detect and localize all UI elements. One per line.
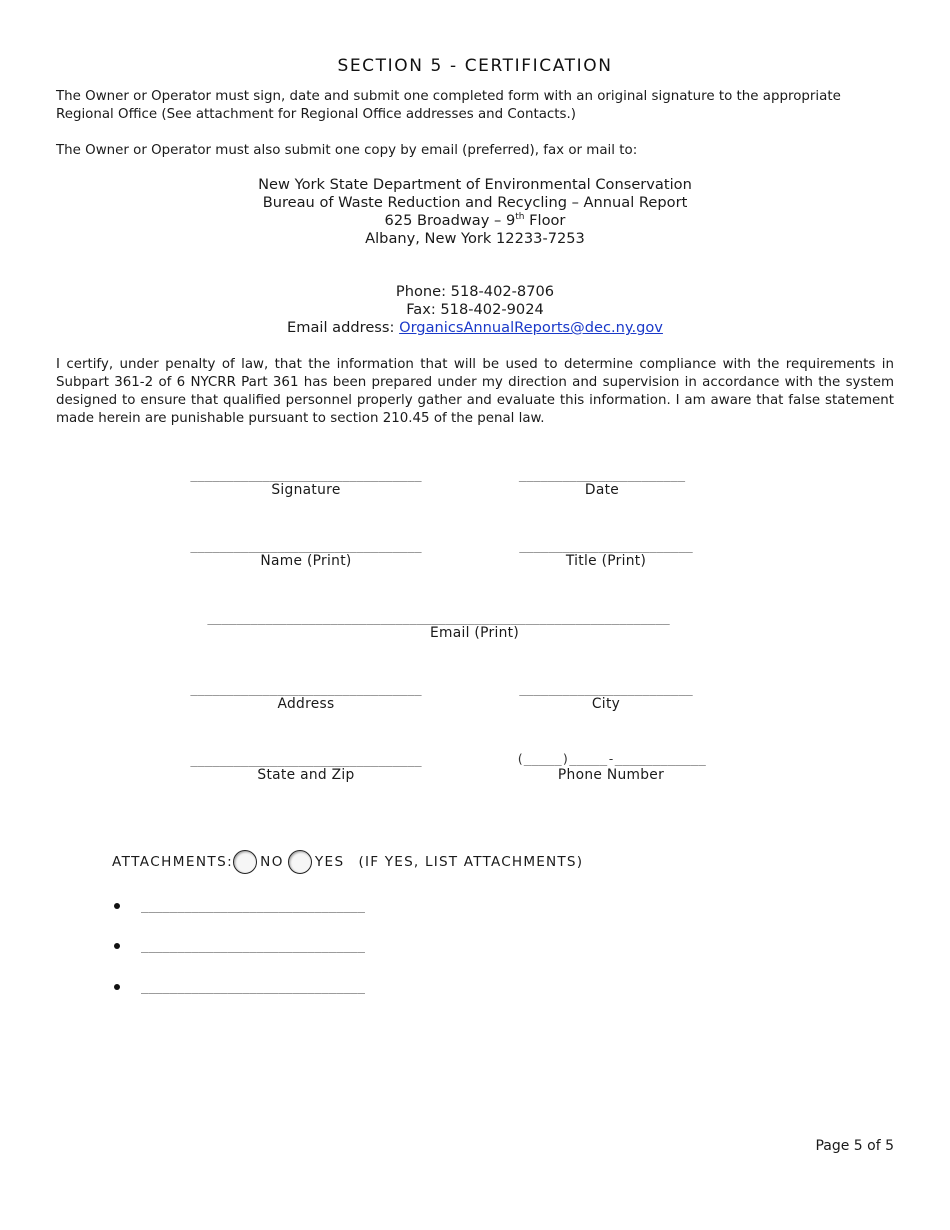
- date-field[interactable]: [502, 468, 702, 498]
- mailing-address: [0, 176, 950, 248]
- attachment-item-2: [112, 936, 365, 956]
- state-zip-label: State and Zip: [257, 767, 355, 783]
- email-label: Email (Print): [429, 625, 520, 641]
- address-line[interactable]: ________________________________: [190, 682, 422, 696]
- signature-field[interactable]: [166, 468, 446, 498]
- attachments-label: ATTACHMENTS:: [112, 854, 234, 870]
- email-link[interactable]: OrganicsAnnualReports@dec.ny.gov: [399, 319, 663, 336]
- signature-label: Signature: [271, 482, 341, 498]
- bullet-icon: [114, 984, 120, 990]
- city-line[interactable]: ________________________: [519, 682, 693, 696]
- submission-instructions: The Owner or Operator must also submit one copy by email (preferred), fax or mail to:: [56, 143, 638, 158]
- phone-label: Phone Number: [557, 767, 665, 783]
- yes-label: YES: [314, 854, 345, 870]
- bullet-icon: [114, 943, 120, 949]
- name-field[interactable]: [166, 539, 446, 569]
- no-label: NO: [260, 854, 284, 870]
- city-label: City: [591, 696, 621, 712]
- state-zip-field[interactable]: [166, 753, 446, 783]
- page-number: Page 5 of 5: [815, 1138, 894, 1154]
- address-line-4: Albany, New York 12233-7253: [365, 230, 585, 247]
- phone-line[interactable]: (_____)_____-____________: [516, 751, 706, 766]
- date-line[interactable]: _______________________: [518, 468, 686, 482]
- address-label: Address: [277, 696, 335, 712]
- fax-number-text: Fax: 518-402-9024: [406, 301, 544, 318]
- email-line[interactable]: ________________________________________________________________: [207, 611, 670, 625]
- attachment-line-1[interactable]: _______________________________: [141, 899, 365, 913]
- signature-line[interactable]: ________________________________: [190, 468, 422, 482]
- no-radio-button[interactable]: [233, 850, 257, 874]
- attachments-hint: (IF YES, LIST ATTACHMENTS): [358, 854, 584, 870]
- yes-radio-button[interactable]: [288, 850, 312, 874]
- attachment-item-3: [112, 977, 365, 997]
- date-label: Date: [584, 482, 620, 498]
- title-field[interactable]: [502, 539, 710, 569]
- address-field[interactable]: [166, 682, 446, 712]
- phone-number-text: Phone: 518-402-8706: [395, 283, 555, 300]
- name-line[interactable]: ________________________________: [190, 539, 422, 553]
- state-zip-line[interactable]: ________________________________: [190, 753, 422, 767]
- email-field[interactable]: [166, 611, 711, 641]
- address-line-1: New York State Department of Environmental Conservation: [258, 176, 692, 193]
- attachment-line-3[interactable]: _______________________________: [141, 980, 365, 994]
- city-field[interactable]: [502, 682, 710, 712]
- address-line-3: 625 Broadway – 9th Floor: [384, 212, 566, 229]
- title-line[interactable]: ________________________: [519, 539, 693, 553]
- title-label: Title (Print): [565, 553, 647, 569]
- section-title: SECTION 5 - CERTIFICATION: [337, 56, 613, 76]
- attachments-row: [112, 848, 583, 876]
- intro-instructions: The Owner or Operator must sign, date and submit one completed form with an original signature to the appropriate Regional Office (See attachment for Regional Office addresses and Contacts.): [56, 89, 841, 122]
- attachment-line-2[interactable]: _______________________________: [141, 939, 365, 953]
- contact-info: [0, 283, 950, 337]
- address-line-2: Bureau of Waste Reduction and Recycling – Annual Report: [262, 194, 688, 211]
- certification-statement: I certify, under penalty of law, that the information that will be used to determine compliance with the requirements in Subpart 361-2 of 6 NYCRR Part 361 has been prepared under my direction and supervision in accordance with the system designed to ensure that qualified personnel properly gather and evaluate this information. I am aware that false statement made herein are punishable pursuant to section 210.45 of the penal law.: [56, 357, 894, 426]
- phone-field[interactable]: [506, 750, 716, 783]
- name-label: Name (Print): [260, 553, 352, 569]
- email-address-line: Email address: OrganicsAnnualReports@dec.ny.gov: [287, 319, 663, 336]
- bullet-icon: [114, 903, 120, 909]
- attachment-item-1: [112, 896, 365, 916]
